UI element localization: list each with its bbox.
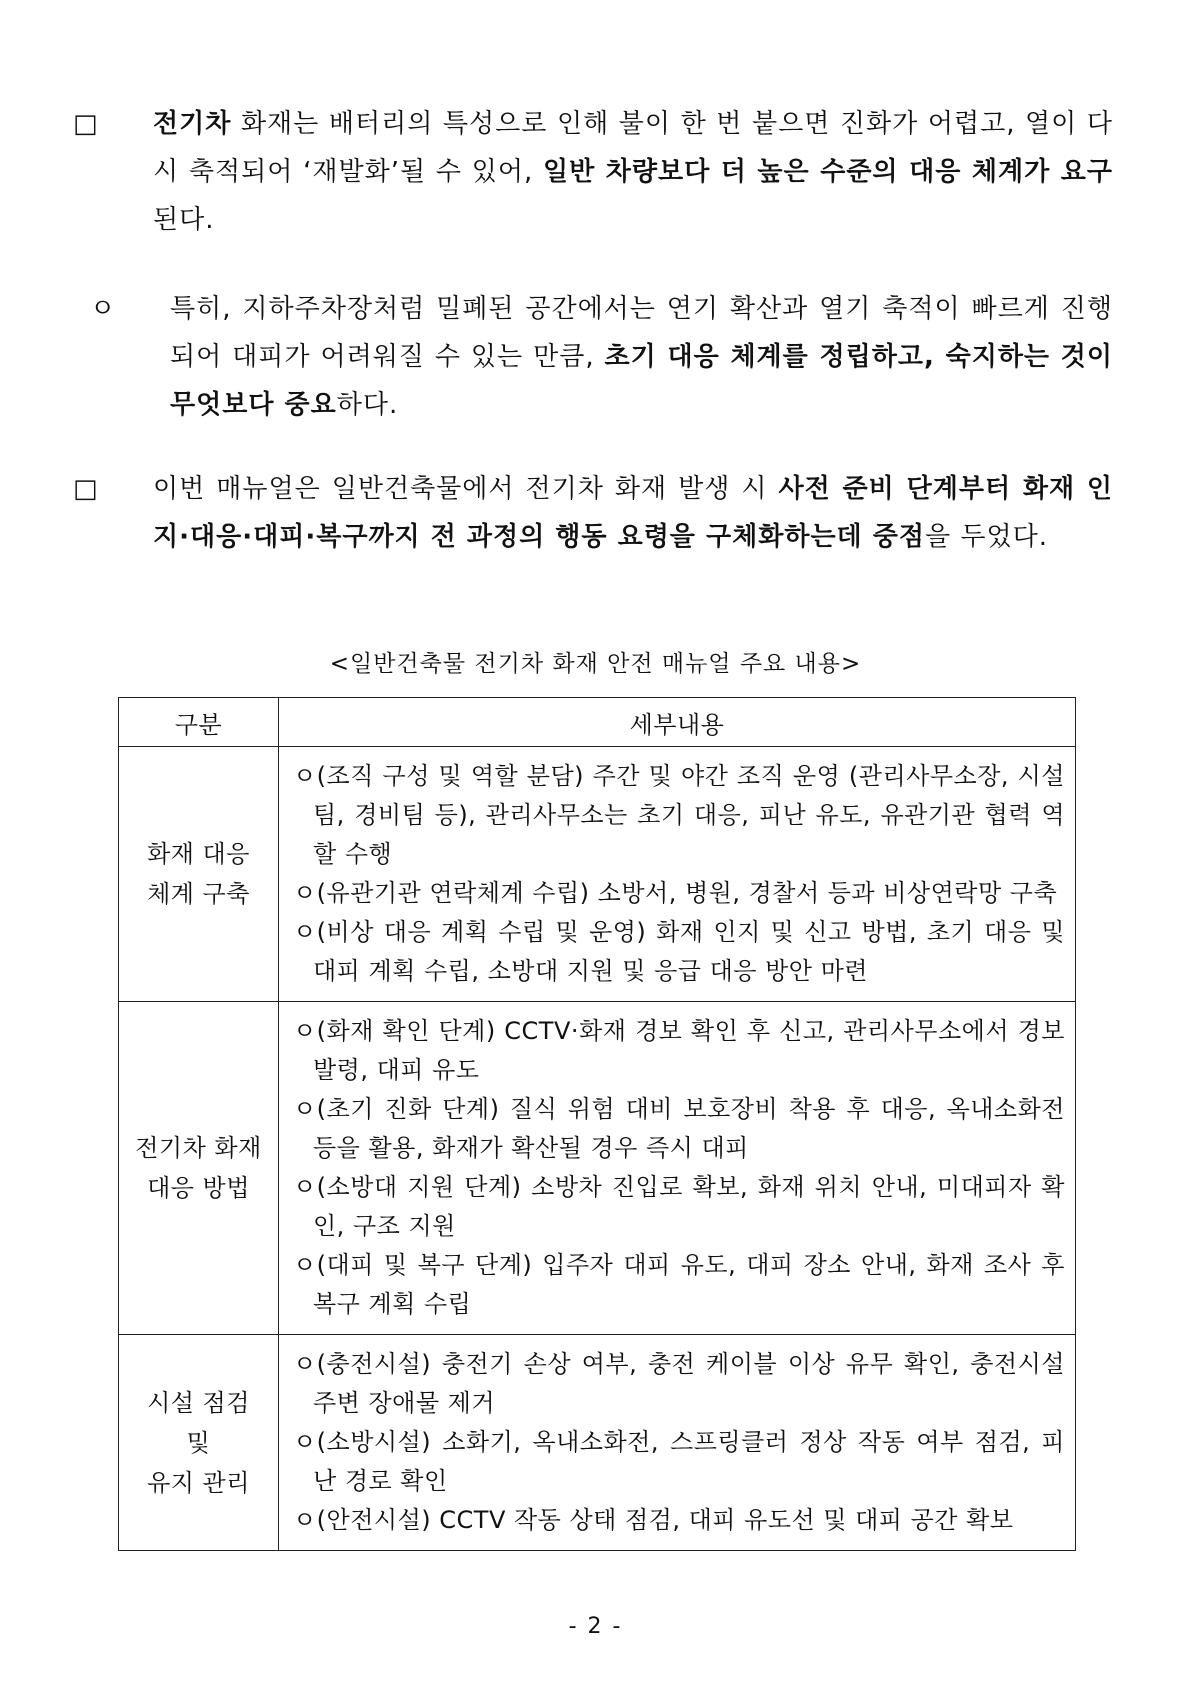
detail-item: ㅇ(초기 진화 단계) 질식 위험 대비 보호장비 착용 후 대응, 옥내소화전 등을 활용, 화재가 확산될 경우 즉시 대피 [293,1095,1065,1162]
bold-text: 사전 준비 단계부터 화재 인지·대응·대피·복구까지 전 과정의 행동 요령을 구체화하는데 중점 [153,474,1114,552]
header-details: 세부내용 [279,698,1076,747]
category-line: 유지 관리 [147,1468,250,1497]
checkbox-bullet: □ [73,474,99,504]
circle-bullet: ㅇ [90,294,117,324]
category-line: 시설 점검 [147,1388,250,1417]
table-header-row [119,698,1076,747]
body-text: 특히, 지하주차장처럼 밀폐된 공간에서는 연기 확산과 열기 축적이 빠르게 진행되어 대피가 어려워질 수 있는 만큼, [170,294,1113,372]
bold-text: 초기 대응 체계를 정립하고, 숙지하는 것이 무엇보다 중요 [170,342,1114,420]
checkbox-bullet: □ [73,109,99,139]
header-category: 구분 [119,698,279,747]
paragraph-manual-purpose [73,465,1114,561]
category-line: 전기차 화재 [135,1134,262,1162]
detail-item: ㅇ(충전시설) 충전기 손상 여부, 충전 케이블 이상 유무 확인, 충전시설 주변 장애물 제거 [293,1350,1065,1417]
bold-text: 전기차 [153,109,232,139]
category-cell [119,1335,279,1551]
table-row [119,1002,1076,1335]
paragraph-ev-fire-characteristics [73,100,1113,244]
body-text: 을 두었다. [924,522,1048,552]
table-caption: <일반건축물 전기차 화재 안전 매뉴얼 주요 내용> [329,651,862,677]
category-cell [119,747,279,1002]
category-line: 및 [186,1428,211,1457]
bold-text: 일반 차량보다 더 높은 수준의 대응 체계가 요구 [542,157,1113,187]
detail-cell [279,1335,1076,1551]
detail-item: ㅇ(소방대 지원 단계) 소방차 진입로 확보, 화재 위치 안내, 미대피자 확인, 구조 지원 [293,1173,1065,1240]
detail-item: ㅇ(안전시설) CCTV 작동 상태 점검, 대피 유도선 및 대피 공간 확보 [293,1506,1014,1534]
detail-item: ㅇ(조직 구성 및 역할 분담) 주간 및 야간 조직 운영 (관리사무소장, 시설팀, 경비팀 등), 관리사무소는 초기 대응, 피난 유도, 유관기관 협력 역할 수행 [293,762,1065,868]
table-row [119,1335,1076,1551]
detail-item: ㅇ(대피 및 복구 단계) 입주자 대피 유도, 대피 장소 안내, 화재 조사 후 복구 계획 수립 [293,1251,1065,1318]
manual-summary-table [118,697,1076,1551]
body-text: 화재는 배터리의 특성으로 인해 불이 한 번 붙으면 진화가 어렵고, 열이 다시 축적되어 ‘재발화’될 수 있어, [153,109,1113,187]
detail-cell [279,747,1076,1002]
category-line: 체계 구축 [147,880,250,908]
category-line: 대응 방법 [147,1174,250,1202]
body-text: 된다. [153,205,215,235]
category-line: 화재 대응 [147,840,250,868]
detail-item: ㅇ(소방시설) 소화기, 옥내소화전, 스프링클러 정상 작동 여부 점검, 피난 경로 확인 [293,1428,1065,1495]
detail-item: ㅇ(비상 대응 계획 수립 및 운영) 화재 인지 및 신고 방법, 초기 대응 및 대피 계획 수립, 소방대 지원 및 응급 대응 방안 마련 [293,918,1065,985]
page-number: - 2 - [568,1614,623,1639]
body-text: 하다. [336,390,399,420]
category-cell [119,1002,279,1335]
table-row [119,747,1076,1002]
detail-item: ㅇ(유관기관 연락체계 수립) 소방서, 병원, 경찰서 등과 비상연락망 구축 [293,879,1058,907]
body-text: 이번 매뉴얼은 일반건축물에서 전기차 화재 발생 시 [153,474,779,504]
detail-item: ㅇ(화재 확인 단계) CCTV·화재 경보 확인 후 신고, 관리사무소에서 경보 발령, 대피 유도 [293,1017,1065,1084]
paragraph-underground-parking [90,285,1114,429]
detail-cell [279,1002,1076,1335]
